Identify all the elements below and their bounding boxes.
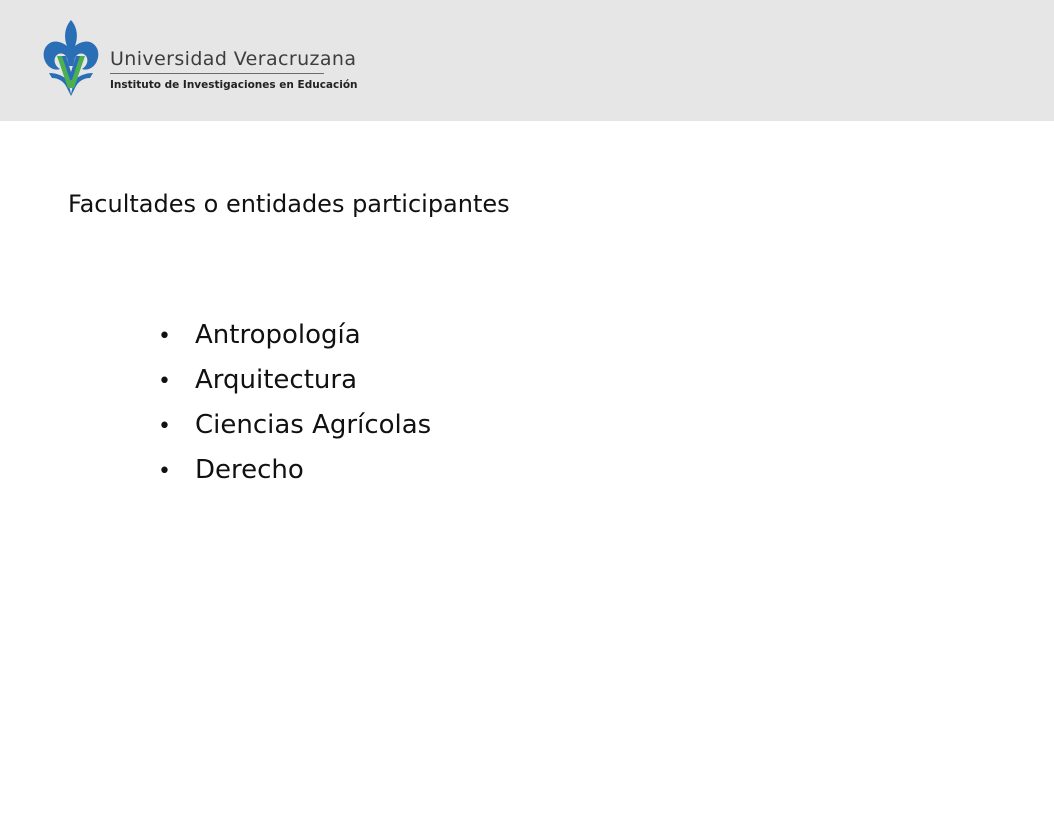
list-item (158, 406, 431, 451)
bullet: • (158, 324, 171, 349)
list-item (158, 451, 431, 496)
list-item (158, 316, 431, 361)
university-name: Universidad Veracruzana (110, 48, 357, 70)
faculty-list (158, 316, 431, 496)
header-band (0, 0, 1054, 121)
list-item-label: Derecho (195, 455, 304, 485)
bullet: • (158, 459, 171, 484)
header-divider (110, 73, 324, 74)
institute-name: Instituto de Investigaciones en Educación (110, 79, 358, 91)
bullet: • (158, 414, 171, 439)
list-item-label: Arquitectura (195, 365, 358, 395)
bullet: • (158, 369, 171, 394)
list-item-label: Ciencias Agrícolas (195, 410, 432, 440)
list-item-label: Antropología (195, 320, 361, 350)
uv-fleur-de-lis-logo-icon (40, 18, 102, 96)
list-item (158, 361, 431, 406)
section-title: Facultades o entidades participantes (68, 190, 510, 218)
